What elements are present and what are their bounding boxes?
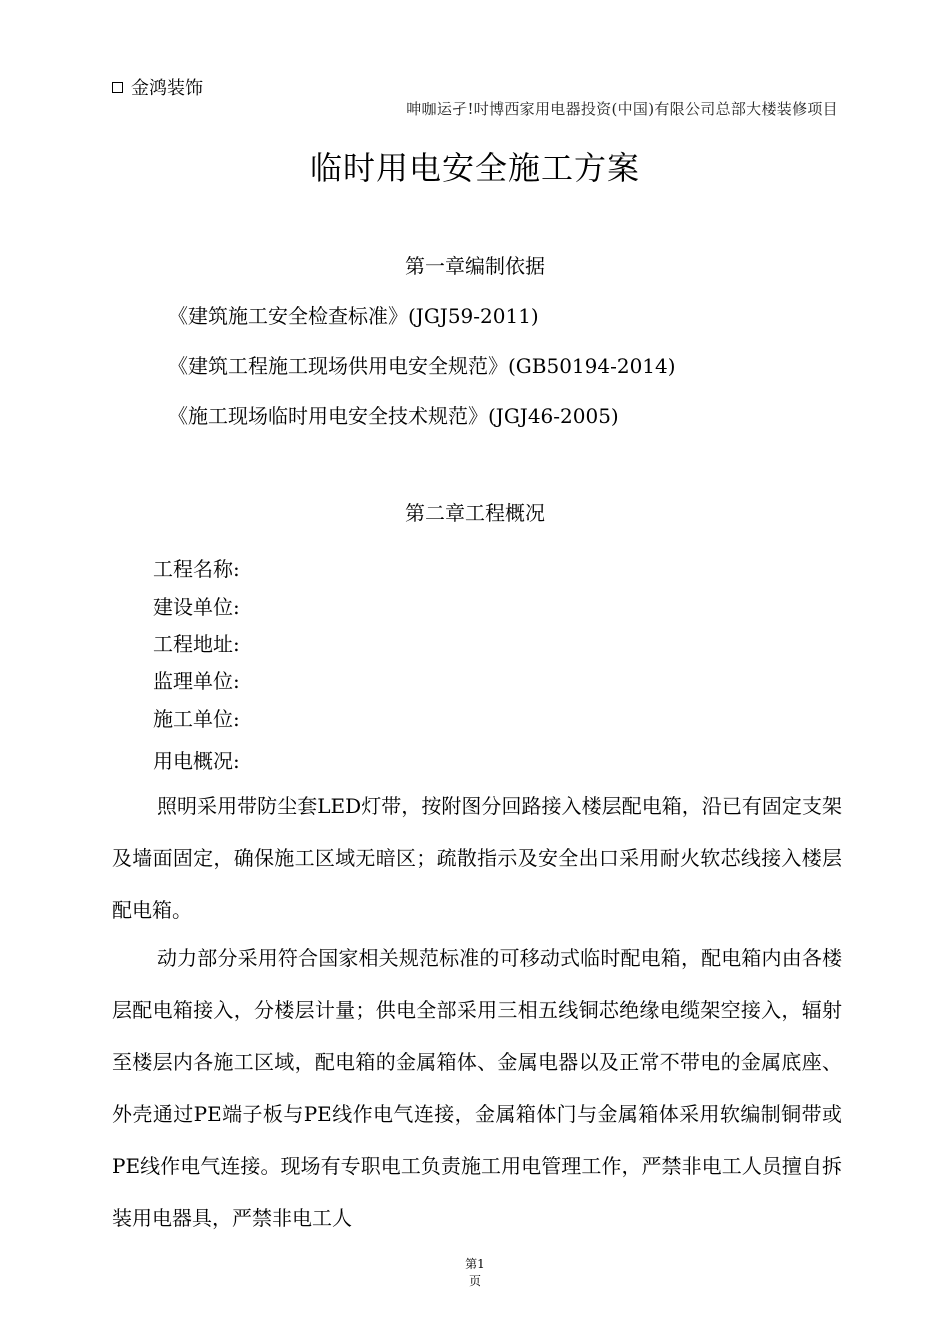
paragraph-lighting: 照明采用带防尘套LED灯带，按附图分回路接入楼层配电箱，沿已有固定支架及墙面固定，确保施工区域无暗区；疏散指示及安全出口采用耐火软芯线接入楼层配电箱。 — [112, 794, 842, 922]
document-title: 临时用电安全施工方案 — [309, 149, 640, 187]
reference-standard: 《建筑工程施工现场供用电安全规范》(GB50194-2014) — [168, 354, 676, 378]
field-power-overview: 用电概况: — [153, 749, 240, 773]
field-project-name: 工程名称: — [153, 557, 240, 581]
field-contractor: 施工单位: — [153, 707, 240, 731]
field-supervisor: 监理单位: — [153, 669, 240, 693]
field-address: 工程地址: — [153, 632, 240, 656]
page-number — [0, 1256, 950, 1290]
reference-standard: 《建筑施工安全检查标准》(JGJ59-2011) — [168, 304, 539, 328]
reference-standard: 《施工现场临时用电安全技术规范》(JGJ46-2005) — [168, 404, 619, 428]
page-number-line: 页 — [468, 1274, 481, 1288]
page-number-line: 第1 — [465, 1257, 485, 1271]
chapter-heading-2: 第二章工程概况 — [405, 501, 545, 525]
field-owner: 建设单位: — [153, 595, 240, 619]
paragraph-power: 动力部分采用符合国家相关规范标准的可移动式临时配电箱，配电箱内由各楼层配电箱接入，分楼层计量；供电全部采用三相五线铜芯绝缘电缆架空接入，辐射至楼层内各施工区域，配电箱的金属箱体、金属电器以及正常不带电的金属底座、外壳通过PE端子板与PE线作电气连接，金属箱体门与金属箱体采用软编制铜带或PE线作电气连接。现场有专职电工负责施工用电管理工作，严禁非电工人员擅自拆装用电器具，严禁非电工人 — [112, 946, 842, 1230]
chapter-heading-1: 第一章编制依据 — [405, 254, 545, 278]
project-name: 呻咖运孑!吋博西家用电器投资(中国)有限公司总部大楼装修项目 — [406, 100, 838, 118]
company-name: 金鸿装饰 — [131, 78, 203, 99]
logo-square-icon — [112, 82, 123, 93]
company-logo — [112, 74, 203, 100]
